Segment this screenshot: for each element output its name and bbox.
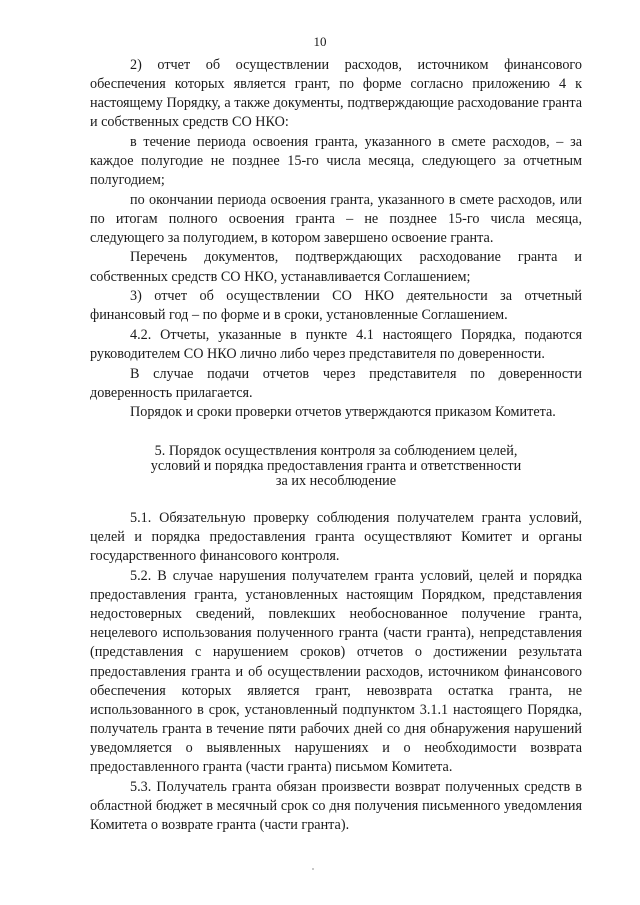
paragraph-report-3: 3) отчет об осуществлении СО НКО деятельности за отчетный финансовый год – по форме и в сроки, установленные Соглашением. bbox=[90, 288, 582, 324]
paragraph-documents-list: Перечень документов, подтверждающих расходование гранта и собственных средств СО НКО, устанавливается Соглашением; bbox=[90, 249, 582, 285]
page-number: 10 bbox=[313, 34, 327, 49]
paragraph-final-term: по окончании периода освоения гранта, указанного в смете расходов, или по итогам полного освоения гранта – не позднее 15-го числа месяца, следующего за полугодием, в котором завершено освоение гранта. bbox=[90, 191, 582, 246]
section-heading bbox=[90, 444, 582, 489]
scan-speck bbox=[312, 868, 314, 870]
paragraph-report-2: 2) отчет об осуществлении расходов, источником финансового обеспечения которых является грант, по форме согласно приложению 4 к настоящему Порядку, а также документы, подтверждающие расходование гранта и собственных средств СО НКО: bbox=[90, 57, 582, 131]
paragraph-5-1: 5.1. Обязательную проверку соблюдения получателем гранта условий, целей и порядка предоставления гранта осуществляют Комитет и органы государственного финансового контроля. bbox=[90, 510, 582, 565]
paragraph-proxy: В случае подачи отчетов через представителя по доверенности доверенность прилагается. bbox=[90, 365, 582, 401]
paragraph-semiannual-term: в течение периода освоения гранта, указанного в смете расходов, – за каждое полугодие не позднее 15-го числа месяца, следующего за отчетным полугодием; bbox=[90, 133, 582, 189]
section-heading-line: за их несоблюдение bbox=[275, 473, 397, 490]
paragraph-5-2: 5.2. В случае нарушения получателем гранта условий, целей и порядка предоставления гранта, установленных настоящим Порядком, представления недостоверных сведений, повлекших необоснованное получение гранта, нецелевого использования полученного гранта (части гранта), непредставления (представления с нарушением сроков) отчетов о достижении результата предоставления гранта и об осуществлении расходов, источником финансового обеспечения которых является грант, невозврата остатка гранта, не использованного в срок, установленный подпунктом 3.1.1 настоящего Порядка, получатель гранта в течение пяти рабочих дней со дня обнаружения нарушений уведомляется о выявленных нарушениях и о необходимости возврата предоставленного гранта (части гранта) письмом Комитета. bbox=[90, 568, 582, 775]
paragraph-review-order: Порядок и сроки проверки отчетов утверждаются приказом Комитета. bbox=[130, 404, 556, 421]
paragraph-5-3: 5.3. Получатель гранта обязан произвести возврат полученных средств в областной бюджет в месячный срок со дня получения письменного уведомления Комитета о возврате гранта (части гранта). bbox=[90, 778, 582, 833]
document-body bbox=[90, 56, 582, 835]
section-heading-line: условий и порядка предоставления гранта и ответственности bbox=[150, 458, 522, 475]
paragraph-4-2: 4.2. Отчеты, указанные в пункте 4.1 настоящего Порядка, подаются руководителем СО НКО лично либо через представителя по доверенности. bbox=[90, 326, 582, 362]
section-heading-line: 5. Порядок осуществления контроля за соблюдением целей, bbox=[154, 443, 518, 460]
